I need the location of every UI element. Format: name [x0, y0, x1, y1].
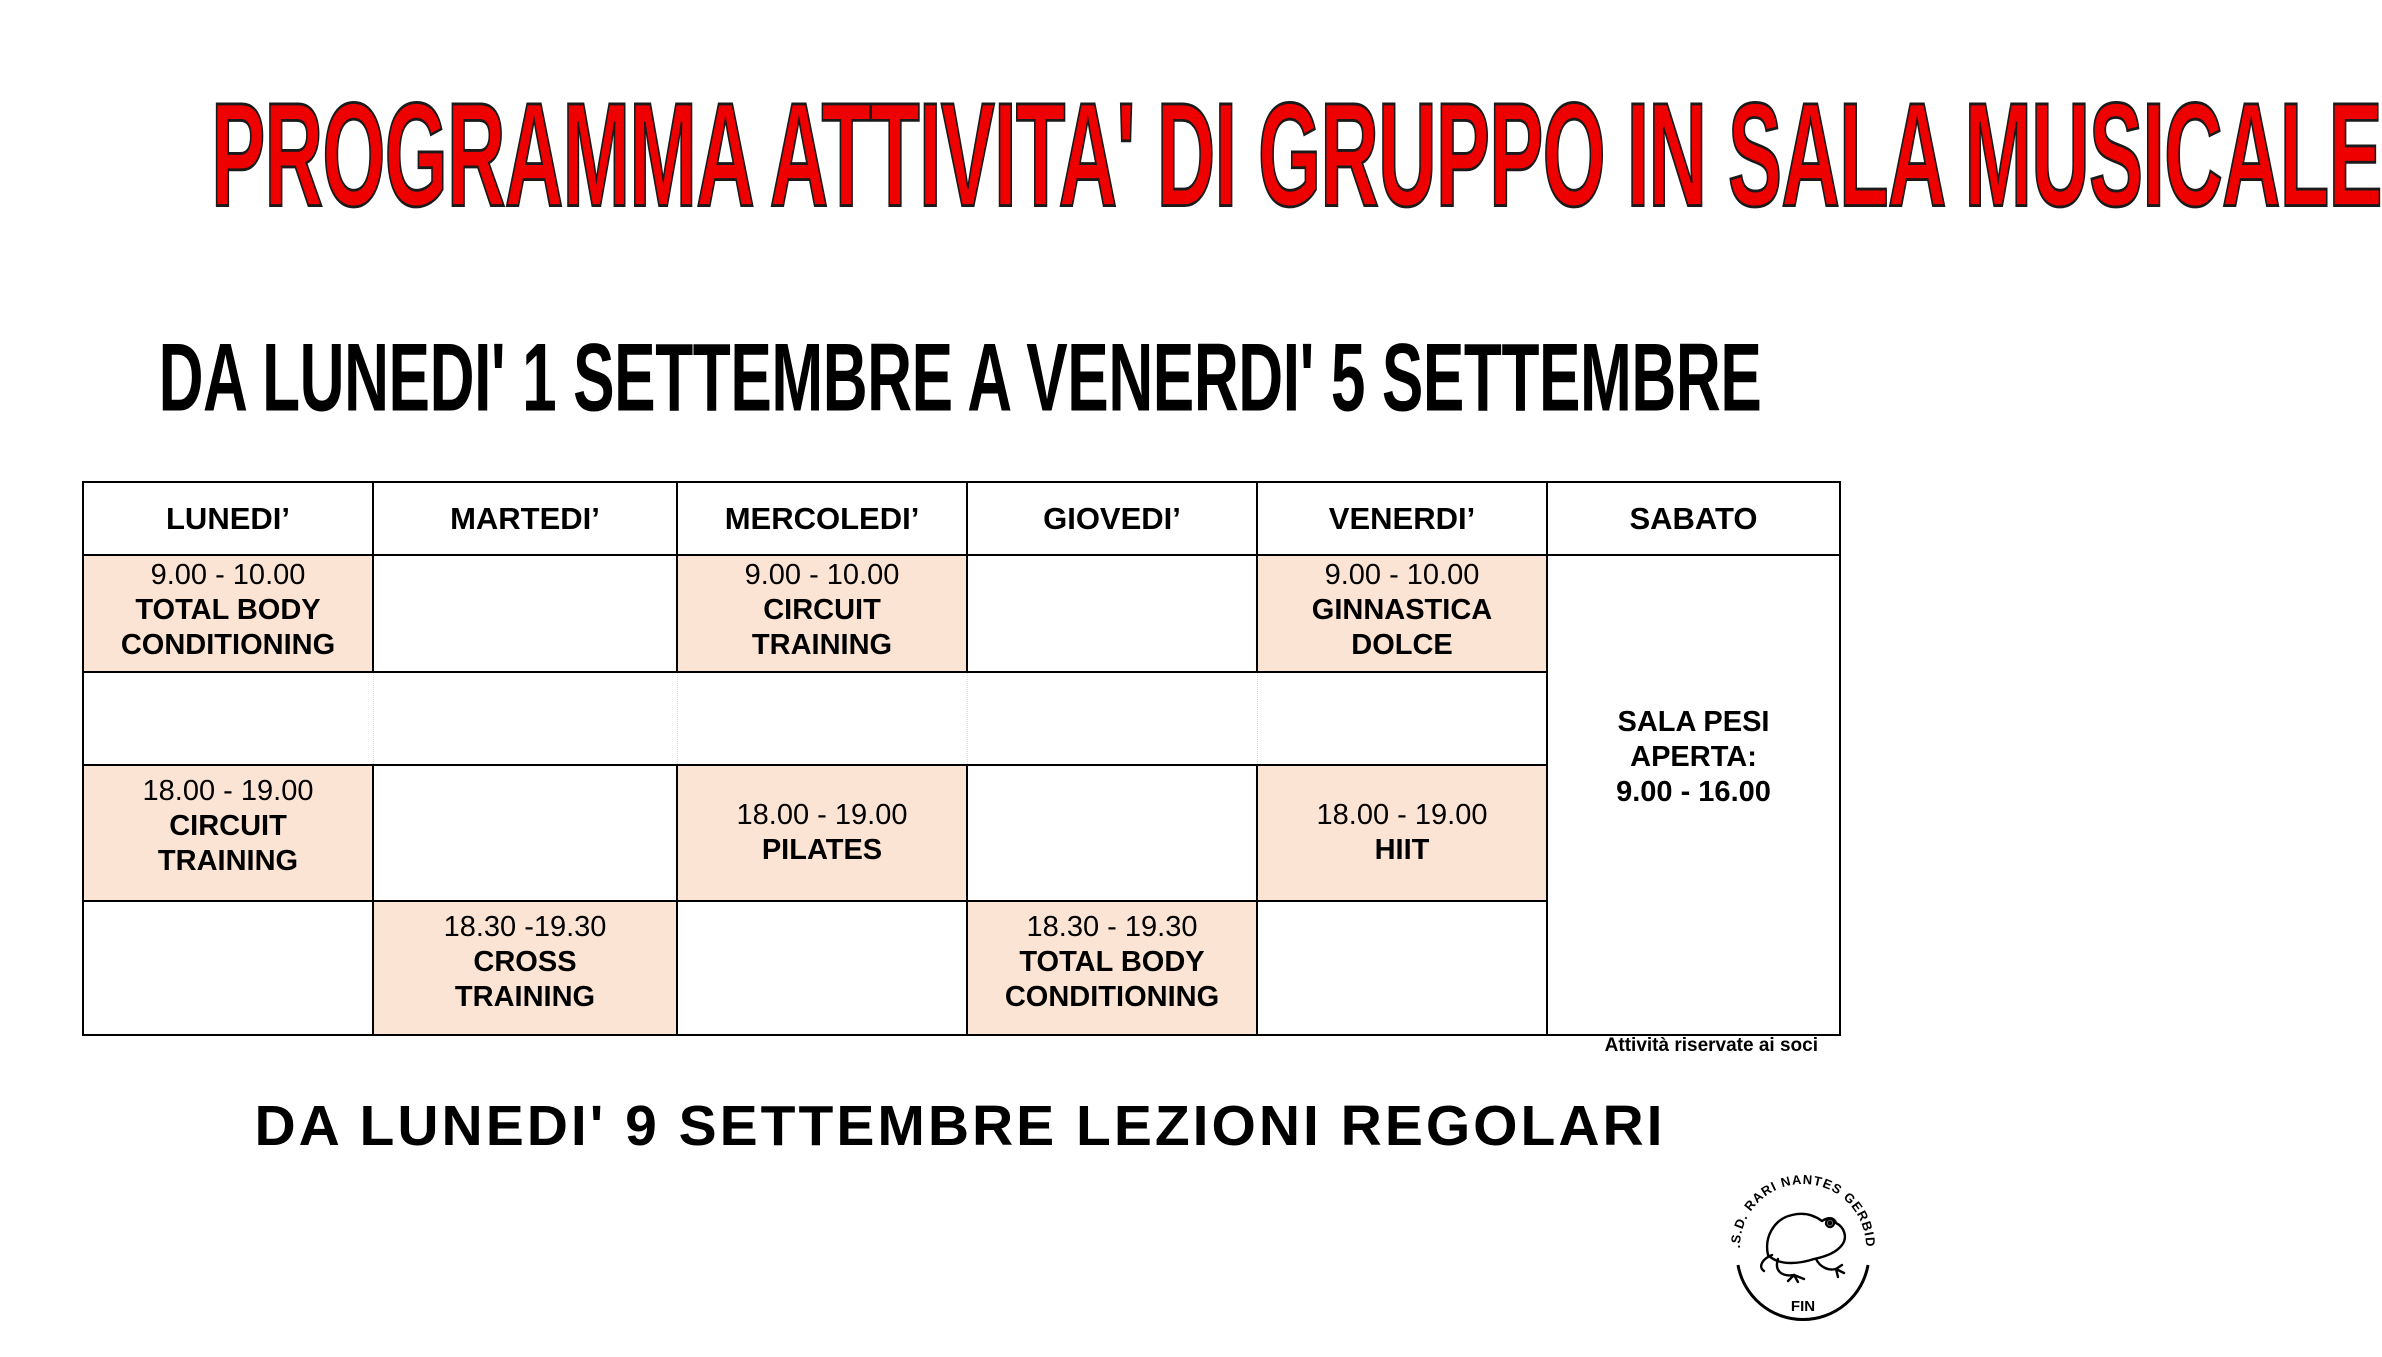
- day-header-thursday: GIOVEDI’: [967, 482, 1257, 555]
- slot-time: 18.00 - 19.00: [1316, 799, 1488, 831]
- slot-time: 9.00 - 10.00: [150, 559, 306, 591]
- empty-slot: [677, 901, 967, 1035]
- class-slot-friday-evening: [1257, 765, 1547, 901]
- slot-activity: CIRCUIT: [763, 594, 881, 626]
- slot-activity: CONDITIONING: [1004, 981, 1220, 1013]
- class-slot-friday-morning: [1257, 555, 1547, 672]
- day-header-saturday: SABATO: [1547, 482, 1840, 555]
- slot-activity: DOLCE: [1351, 629, 1453, 661]
- empty-slot: [967, 555, 1257, 672]
- date-range-subtitle: DA LUNEDI' 1 SETTEMBRE A VENERDI' 5 SETTEMBRE: [158, 323, 1762, 432]
- page-title: PROGRAMMA ATTIVITA' DI GRUPPO IN SALA MUSICALE: [211, 73, 2382, 239]
- empty-slot: [373, 765, 677, 901]
- day-header-wednesday: MERCOLEDI’: [677, 482, 967, 555]
- day-header-friday: VENERDI’: [1257, 482, 1547, 555]
- table-header-row: [83, 482, 1840, 555]
- empty-slot: [83, 901, 373, 1035]
- empty-slot: [967, 672, 1257, 765]
- schedule-table: [82, 481, 1841, 1036]
- class-slot-tuesday-evening: [373, 901, 677, 1035]
- empty-slot: [1257, 901, 1547, 1035]
- saturday-line: SALA PESI: [1617, 705, 1770, 738]
- class-slot-monday-evening: [83, 765, 373, 901]
- frog-icon: [1718, 1155, 1888, 1325]
- slot-activity: TOTAL BODY: [135, 594, 321, 626]
- slot-activity: CONDITIONING: [120, 629, 336, 661]
- slot-time: 18.00 - 19.00: [736, 799, 908, 831]
- fin-badge: FIN: [1790, 1298, 1816, 1315]
- empty-slot: [373, 555, 677, 672]
- svg-text:A.S.D. RARI NANTES GERBIDO: .S.D. RARI NANTES GERBID: [1727, 1171, 1879, 1249]
- class-slot-wednesday-morning: [677, 555, 967, 672]
- slot-activity: TOTAL BODY: [1019, 946, 1205, 978]
- slot-time: 18.30 -19.30: [443, 911, 607, 943]
- regular-lessons-notice: DA LUNEDI' 9 SETTEMBRE LEZIONI REGOLARI: [254, 1094, 1666, 1158]
- empty-slot: [677, 672, 967, 765]
- slot-time: 18.30 - 19.30: [1026, 911, 1198, 943]
- club-logo: [1718, 1155, 1888, 1325]
- slot-activity: CIRCUIT: [169, 810, 287, 842]
- day-header-monday: LUNEDI’: [83, 482, 373, 555]
- slot-activity: CROSS: [473, 946, 577, 978]
- saturday-line: APERTA:: [1630, 740, 1757, 773]
- slot-activity: TRAINING: [751, 629, 893, 661]
- empty-slot: [1257, 672, 1547, 765]
- slot-time: 18.00 - 19.00: [142, 775, 314, 807]
- saturday-weights-room: [1547, 555, 1840, 1035]
- saturday-hours: 9.00 - 16.00: [1616, 775, 1771, 808]
- class-slot-thursday-evening: [967, 901, 1257, 1035]
- members-only-note: Attività riservate ai soci: [1604, 1035, 1818, 1056]
- empty-slot: [83, 672, 373, 765]
- slot-activity: TRAINING: [454, 981, 596, 1013]
- empty-slot: [373, 672, 677, 765]
- slot-activity: HIIT: [1374, 834, 1430, 866]
- slot-activity: GINNASTICA: [1311, 594, 1493, 626]
- slot-time: 9.00 - 10.00: [744, 559, 900, 591]
- class-slot-wednesday-evening: [677, 765, 967, 901]
- slot-activity: PILATES: [761, 834, 883, 866]
- slot-activity: TRAINING: [157, 845, 299, 877]
- table-row: [83, 555, 1840, 672]
- empty-slot: [967, 765, 1257, 901]
- day-header-tuesday: MARTEDI’: [373, 482, 677, 555]
- class-slot-monday-morning: [83, 555, 373, 672]
- slot-time: 9.00 - 10.00: [1324, 559, 1480, 591]
